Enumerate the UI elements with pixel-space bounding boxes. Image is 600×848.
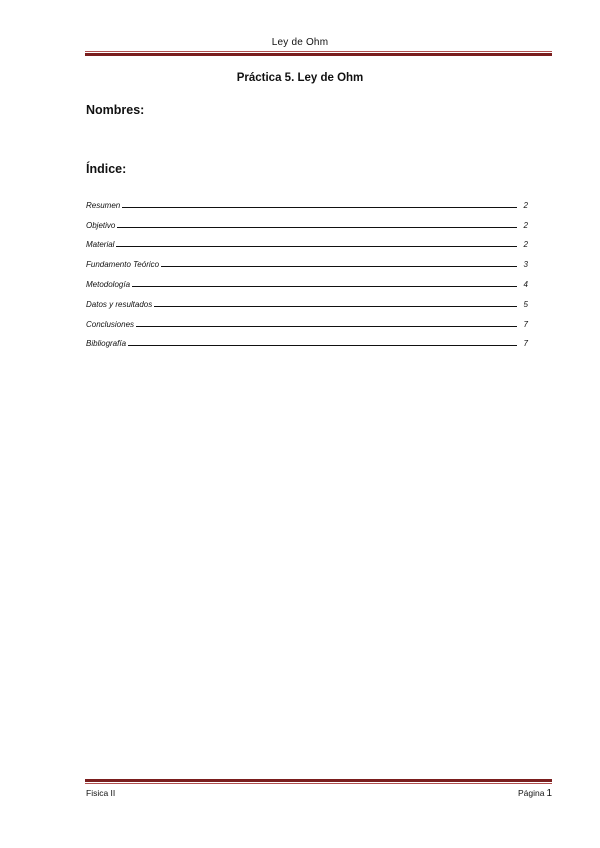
toc-entry-page: 2	[523, 240, 528, 250]
footer-page-indicator	[518, 788, 552, 799]
toc-entry-label: Metodología	[86, 279, 131, 289]
footer-page-number: 1	[546, 788, 552, 799]
toc-entry-label: Fundamento Teórico	[86, 260, 160, 270]
toc-entry[interactable]	[86, 249, 528, 269]
footer-course: Fisica II	[86, 788, 116, 798]
toc-entry-label: Datos y resultados	[86, 299, 153, 309]
table-of-contents	[86, 190, 528, 348]
toc-leader	[117, 227, 517, 228]
toc-leader	[122, 207, 517, 208]
toc-leader	[161, 266, 517, 267]
toc-entry-label: Bibliografía	[86, 339, 127, 349]
document-title: Práctica 5. Ley de Ohm	[236, 72, 364, 84]
toc-entry-label: Material	[86, 240, 115, 250]
index-heading: Índice:	[86, 162, 127, 176]
toc-entry[interactable]	[86, 309, 528, 329]
footer-page-label: Página	[517, 788, 545, 798]
toc-entry[interactable]	[86, 190, 528, 210]
toc-entry-page: 7	[523, 339, 528, 349]
toc-entry-label: Resumen	[86, 200, 121, 210]
header-rule	[85, 53, 552, 56]
toc-entry[interactable]	[86, 329, 528, 349]
toc-leader	[128, 345, 517, 346]
toc-entry-page: 7	[523, 319, 528, 329]
toc-entry[interactable]	[86, 210, 528, 230]
toc-entry-label: Objetivo	[86, 220, 116, 230]
toc-entry-page: 2	[523, 220, 528, 230]
toc-entry[interactable]	[86, 230, 528, 250]
toc-entry-label: Conclusiones	[86, 319, 135, 329]
toc-entry[interactable]	[86, 269, 528, 289]
toc-entry[interactable]	[86, 289, 528, 309]
header-title: Ley de Ohm	[271, 37, 329, 48]
footer-rule-thin	[85, 783, 552, 784]
toc-leader	[132, 286, 517, 287]
names-heading: Nombres:	[86, 103, 145, 117]
toc-leader	[154, 306, 517, 307]
toc-entry-page: 3	[523, 260, 528, 270]
toc-leader	[136, 326, 517, 327]
toc-entry-page: 2	[523, 200, 528, 210]
toc-entry-page: 4	[523, 279, 528, 289]
toc-entry-page: 5	[523, 299, 528, 309]
toc-leader	[116, 246, 517, 247]
